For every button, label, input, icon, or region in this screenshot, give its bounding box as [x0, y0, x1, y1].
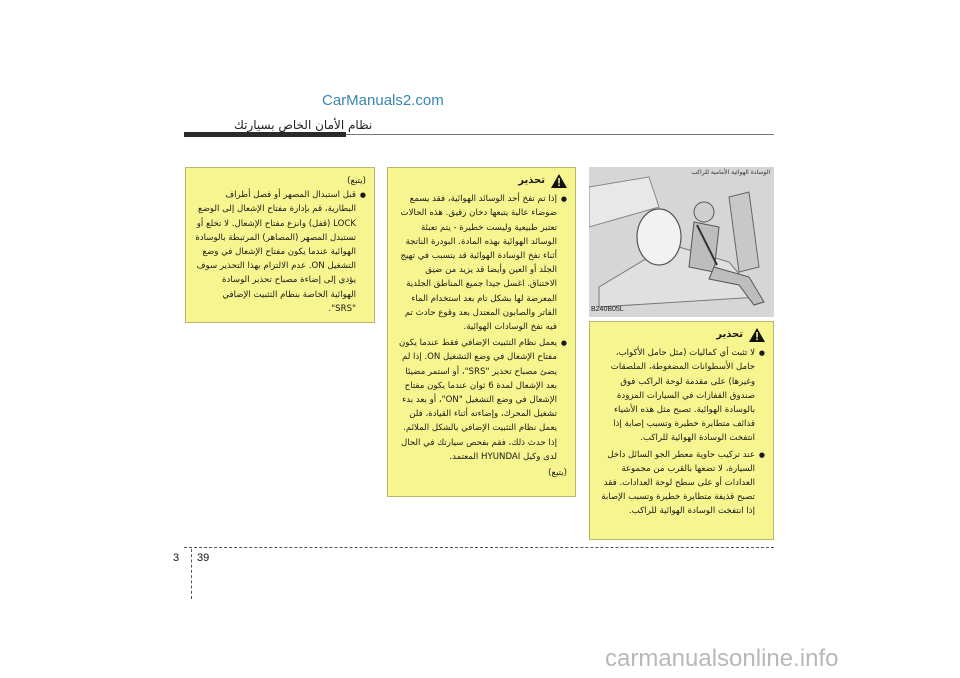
- warning-heading-row: [598, 328, 765, 342]
- image-code: B240B05L: [591, 306, 624, 313]
- continued-label: (يتبع): [347, 176, 366, 186]
- continued-note-box: [185, 167, 375, 323]
- footer-vertical-divider: [191, 549, 192, 599]
- warning-item: ● إذا تم نفخ أحد الوسائد الهوائية، فقد يسمع ضوضاء عالية يتبعها دخان رقيق. هذه الحالات تعتبر طبيعية وليست خطيرة - يتم تعبئة الوسائد الهوائية بهذه المادة. البودرة الناتجة أثناء نفخ الوسادة الهوائية قد يتسبب في تهيج الجلد أو العين وأيضا قد يزيد من ضيق الاختناق. اغسل جيدا جميع المناطق الجلدية المعرضة لها بشكل تام بعد استخدام الماء الفاتر والصابون المعتدل بعد وقوع حادث تم فيه نفخ الوسادات الهوائية.: [396, 192, 567, 334]
- image-caption: الوسادة الهوائية الأمامية للراكب: [691, 169, 770, 176]
- warning-triangle-icon: [749, 328, 765, 342]
- watermark-bottom: carmanualsonline.info: [605, 645, 839, 672]
- footer-divider: [184, 547, 774, 548]
- warning-box-passenger: [589, 321, 774, 540]
- page-header-title: نظام الأمان الخاص بسيارتك: [234, 118, 373, 132]
- warning-box-main: [387, 167, 576, 497]
- passenger-airbag-illustration: [589, 167, 774, 317]
- watermark-top: CarManuals2.com: [322, 92, 444, 109]
- note-item: ● قبل استبدال المصهر أو فصل أطراف البطارية، قم بإدارة مفتاح الإشعال إلى الوضع LOCK (قفل) وانزع مفتاح الإشعال. لا تخلع أو تستبدل المصهر (المصاهر) المرتبطة بالوسادة الهوائية عندما يكون مفتاح الإشعال في وضع التشغيل ON. عدم الالتزام بهذا التحذير سوف يؤدي إلى إضاءة مصباح تحذير الوسادة الهوائية الخاصة بنظام التثبيت الإضافي "SRS".: [194, 188, 366, 316]
- header-rule-dark: [184, 132, 346, 137]
- warning-item: ● عند تركيب حاوية معطر الجو السائل داخل السيارة، لا تضعها بالقرب من مجموعة العدادات أو على سطح لوحة العدادات. فقد تصبح قذيفة متطايرة خطيرة وتسبب الإصابة إذا انتفخت الوسادة الهوائية للراكب.: [598, 448, 765, 519]
- airbag-drawing: [589, 167, 774, 317]
- page-section: 3: [173, 552, 180, 564]
- header-rule-light: [346, 134, 774, 135]
- page-number: 39: [197, 552, 210, 564]
- warning-heading-row: [396, 174, 567, 188]
- warning-heading: تحذير: [716, 329, 743, 340]
- warning-item: ● يعمل نظام التثبيت الإضافي فقط عندما يكون مفتاح الإشعال في وضع التشغيل ON. إذا لم يضئ مصباح تحذير "SRS"، أو استمر مضيئا بعد الإشعال لمدة 6 ثوان عندما يكون مفتاح الإشعال في وضع التشغيل "ON"، أو بعد بدء تشغيل المحرك، وإضاءته أثناء القيادة، فلن يعمل نظام التثبيت الإضافي بالشكل الملائم. إذا حدث ذلك، فقم بفحص سيارتك في الحال لدى وكيل HYUNDAI المعتمد.: [396, 336, 567, 464]
- warning-heading: تحذير: [518, 175, 545, 186]
- continued-label: (يتبع): [548, 468, 567, 479]
- warning-triangle-icon: [551, 174, 567, 188]
- warning-item: ● لا تثبت أي كماليات (مثل حامل الأكواب، حامل الأسطوانات المضغوطة، الملصقات وغيرها) على مقدمة لوحة الراكب فوق صندوق القفازات في السيارات المزودة بالوسادة الهوائية. تصبح مثل هذه الأشياء قذائف متطايرة خطيرة وتسبب إصابة إذا انتفخت الوسادة الهوائية للراكب.: [598, 346, 765, 445]
